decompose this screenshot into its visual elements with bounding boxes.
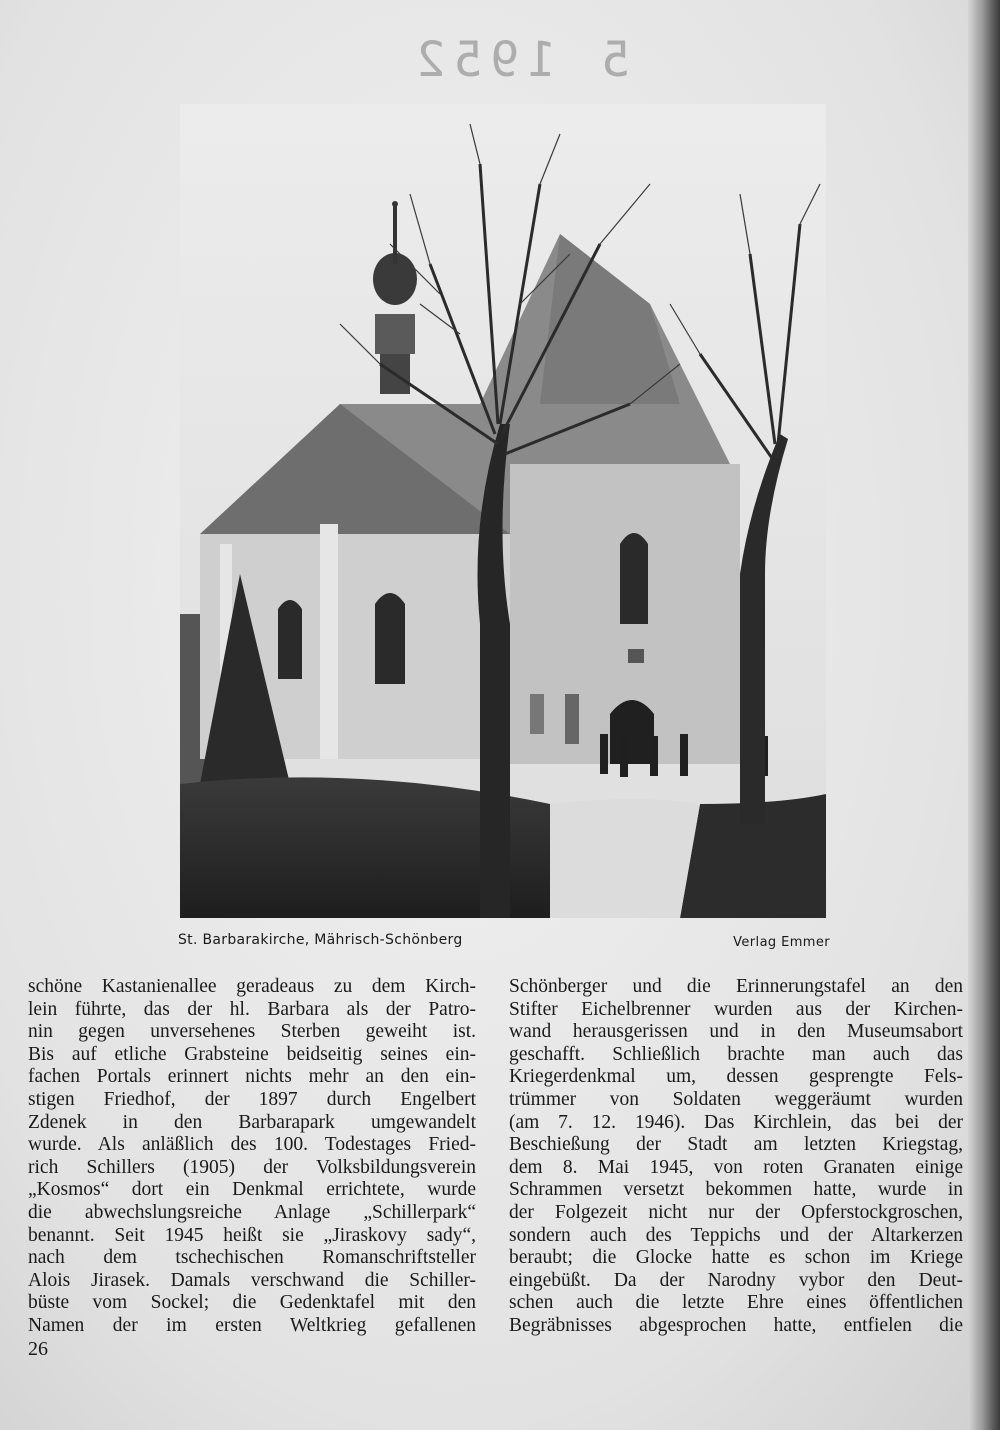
text-line: schen auch die letzte Ehre eines öffentlichen xyxy=(509,1292,963,1314)
text-line: Beschießung der Stadt am letzten Kriegstag, xyxy=(509,1134,963,1156)
text-line: Stifter Eichelbrenner wurden aus der Kirchen- xyxy=(509,998,963,1020)
text-line: Schönberger und die Erinnerungstafel an den xyxy=(509,976,963,997)
text-line: nin gegen unversehenes Sterben geweiht ist. xyxy=(28,1021,476,1043)
text-line: eingebüßt. Da der Narodny vybor den Deut- xyxy=(509,1269,963,1291)
text-line: sondern auch des Teppichs und der Altarkerzen xyxy=(509,1224,963,1246)
text-line: Zdenek in den Barbarapark umgewandelt xyxy=(28,1111,476,1133)
text-line: fachen Portals erinnert nichts mehr an den ein- xyxy=(28,1066,476,1088)
text-line: „Kosmos“ dort ein Denkmal errichtete, wurde xyxy=(28,1179,476,1201)
text-line: geschafft. Schließlich brachte man auch das xyxy=(509,1043,963,1065)
text-line: büste vom Sockel; die Gedenktafel mit den xyxy=(28,1292,476,1314)
text-line: wurde. Als anläßlich des 100. Todestages Fried- xyxy=(28,1134,476,1156)
text-line: Bis auf etliche Grabsteine beidseitig seines ein- xyxy=(28,1043,476,1065)
text-line: nach dem tschechischen Romanschriftsteller xyxy=(28,1247,476,1269)
church-photograph xyxy=(180,104,826,918)
page-binding-edge xyxy=(968,0,1000,1430)
text-line: der Folgezeit nicht nur der Opferstockgroschen, xyxy=(509,1201,963,1223)
page-number: 26 xyxy=(28,1338,48,1360)
text-line: rich Schillers (1905) der Volksbildungsverein xyxy=(28,1156,476,1178)
text-line: schöne Kastanienallee geradeaus zu dem Kirch- xyxy=(28,976,476,997)
text-line: beraubt; die Glocke hatte es schon im Kriege xyxy=(509,1247,963,1269)
date-stamp: 5 1952 xyxy=(408,32,630,88)
text-line: lein führte, das der hl. Barbara als der Patro- xyxy=(28,998,476,1020)
text-line: Begräbnisses abgesprochen hatte, entfielen die xyxy=(509,1314,963,1336)
text-line: Schrammen versetzt bekommen hatte, wurde in xyxy=(509,1179,963,1201)
text-column-left xyxy=(28,976,476,1338)
photo-caption: St. Barbarakirche, Mährisch-Schönberg xyxy=(178,932,463,948)
text-line: stigen Friedhof, der 1897 durch Engelbert xyxy=(28,1088,476,1110)
text-line: (am 7. 12. 1946). Das Kirchlein, das bei der xyxy=(509,1111,963,1133)
text-line: Kriegerdenkmal um, dessen gesprengte Fels- xyxy=(509,1066,963,1088)
text-line: benannt. Seit 1945 heißt sie „Jiraskovy sady“, xyxy=(28,1224,476,1246)
text-column-right xyxy=(509,976,963,1338)
text-line: Namen der im ersten Weltkrieg gefallenen xyxy=(28,1314,476,1336)
text-line: wand herausgerissen und in den Museumsabort xyxy=(509,1021,963,1043)
photo-credit: Verlag Emmer xyxy=(733,935,830,950)
text-line: trümmer von Soldaten weggeräumt wurden xyxy=(509,1088,963,1110)
text-line: Alois Jirasek. Damals verschwand die Schiller- xyxy=(28,1269,476,1291)
text-line: die abwechslungsreiche Anlage „Schillerpark“ xyxy=(28,1201,476,1223)
text-line: dem 8. Mai 1945, von roten Granaten einige xyxy=(509,1156,963,1178)
